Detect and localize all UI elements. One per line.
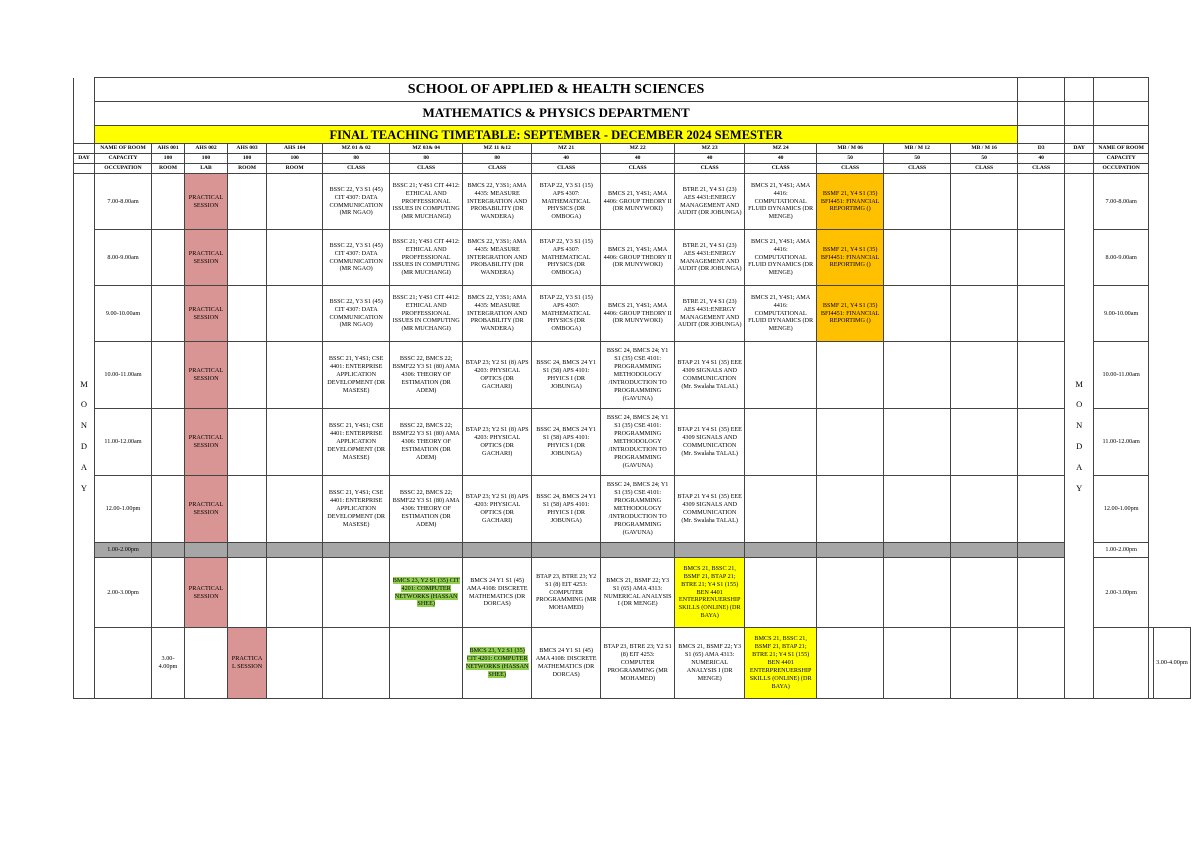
blank-cell bbox=[74, 102, 95, 126]
empty-slot bbox=[951, 174, 1018, 230]
room-occupation: CLASS bbox=[951, 164, 1018, 174]
empty-slot bbox=[228, 409, 267, 476]
room-capacity: 100 bbox=[152, 154, 185, 164]
blank-cell bbox=[1094, 126, 1149, 144]
empty-slot bbox=[745, 409, 817, 476]
room-occupation: ROOM bbox=[228, 164, 267, 174]
empty-slot bbox=[152, 476, 185, 543]
header-occupation: OCCUPATION bbox=[95, 164, 152, 174]
class-entry: BMCS 22, Y3S1; AMA 4435: MEASURE INTERGRATION AND PROBABILITY (DR WANDERA) bbox=[463, 286, 532, 342]
empty-slot bbox=[267, 342, 323, 409]
class-entry: BMCS 22, Y3S1; AMA 4435: MEASURE INTERGRATION AND PROBABILITY (DR WANDERA) bbox=[463, 174, 532, 230]
empty-slot bbox=[1018, 409, 1065, 476]
room-occupation: ROOM bbox=[267, 164, 323, 174]
class-entry: BTAP 22, Y3 S1 (15) APS 4307: MATHEMATICAL PHYSICS (DR OMBOGA) bbox=[532, 230, 601, 286]
empty-slot bbox=[1018, 286, 1065, 342]
break-cell bbox=[228, 543, 267, 558]
time-slot: 7.00-8.00am bbox=[1094, 174, 1149, 230]
break-cell bbox=[1018, 543, 1065, 558]
class-entry: BTAP 23, BTRE 23; Y2 S1 (8) EIT 4253: COMPUTER PROGRAMMING (MR MOHAMED) bbox=[532, 558, 601, 628]
class-entry: BTAP 23, BTRE 23; Y2 S1 (8) EIT 4253: COMPUTER PROGRAMMING (MR MOHAMED) bbox=[601, 628, 675, 699]
class-entry: BSMF 21, Y4 S1 (35) BFI4451: FINANCIAL REPORTIMG () bbox=[817, 174, 884, 230]
time-slot: 3.00-4.00pm bbox=[1154, 628, 1191, 699]
room-name: MB / M 16 bbox=[951, 144, 1018, 154]
empty-slot bbox=[951, 409, 1018, 476]
empty-slot bbox=[1094, 628, 1149, 699]
time-slot: 11.00-12.00am bbox=[95, 409, 152, 476]
day-label-left: M O N D A Y bbox=[74, 174, 95, 699]
class-entry: BSMF 21, Y4 S1 (35) BFI4451: FINANCIAL REPORTIMG () bbox=[817, 230, 884, 286]
room-name: D3 bbox=[1018, 144, 1065, 154]
room-occupation: CLASS bbox=[817, 164, 884, 174]
empty-slot bbox=[951, 628, 1018, 699]
empty-slot bbox=[1018, 628, 1065, 699]
room-occupation: CLASS bbox=[745, 164, 817, 174]
timetable-grid bbox=[73, 77, 1191, 699]
school-title: SCHOOL OF APPLIED & HEALTH SCIENCES bbox=[95, 78, 1018, 102]
header-occupation: OCCUPATION bbox=[1094, 164, 1149, 174]
blank-cell bbox=[1065, 164, 1094, 174]
class-entry: BSSC 24, BMCS 24 Y1 S1 (58) APS 4101: PHYICS I (DR JOBUNGA) bbox=[532, 409, 601, 476]
break-cell bbox=[185, 543, 228, 558]
empty-slot bbox=[1018, 558, 1065, 628]
class-entry: BMCS 21, BSSC 21, BSMF 21, BTAP 21; BTRE 21; Y4 S1 (155) BEN 4401 ENTERPRENUERSHIP SKILLS (ONLINE) (DR BAYA) bbox=[675, 558, 745, 628]
class-entry: BMCS 23, Y2 S1 (35) CIT 4201: COMPUTER NETWORKS (HASSAN SHEE) bbox=[392, 576, 460, 608]
room-capacity: 80 bbox=[463, 154, 532, 164]
empty-slot bbox=[1018, 342, 1065, 409]
room-name: AHS 104 bbox=[267, 144, 323, 154]
empty-slot bbox=[817, 342, 884, 409]
class-entry: BSSC 21, Y4S1; CSE 4401: ENTERPRISE APPLICATION DEVELOPMENT (DR MASESE) bbox=[323, 342, 390, 409]
blank-cell bbox=[74, 78, 95, 102]
class-entry: BTAP 21 Y4 S1 (35) EEE 4309 SIGNALS AND COMMUNICATION (Mr. Swalaha TALAL) bbox=[675, 342, 745, 409]
empty-slot bbox=[745, 558, 817, 628]
practical-session: PRACTICAL SESSION bbox=[185, 558, 228, 628]
empty-slot bbox=[267, 476, 323, 543]
practical-session: PRACTICAL SESSION bbox=[185, 342, 228, 409]
empty-slot bbox=[884, 342, 951, 409]
blank-cell bbox=[74, 144, 95, 154]
room-occupation: LAB bbox=[185, 164, 228, 174]
break-cell bbox=[390, 543, 463, 558]
break-cell bbox=[152, 543, 185, 558]
class-entry: BSSC 22, BMCS 22; BSMF22 Y3 S1 (80) AMA 4306: THEORY OF ESTIMATION (DR ADEM) bbox=[390, 409, 463, 476]
class-entry: BMCS 21, Y4S1; AMA 4406: GROUP THEORY II (DR MUNYWOKI) bbox=[601, 230, 675, 286]
empty-slot bbox=[152, 409, 185, 476]
empty-slot bbox=[1018, 476, 1065, 543]
class-entry: BTAP 23; Y2 S1 (8) APS 4203: PHYSICAL OPTICS (DR GACHARI) bbox=[463, 342, 532, 409]
class-entry: BTRE 21, Y4 S1 (23) AES 4431:ENERGY MANAGEMENT AND AUDIT (DR JOBUNGA) bbox=[675, 286, 745, 342]
break-cell bbox=[745, 543, 817, 558]
empty-slot bbox=[152, 286, 185, 342]
class-entry: BTAP 23; Y2 S1 (8) APS 4203: PHYSICAL OPTICS (DR GACHARI) bbox=[463, 409, 532, 476]
room-occupation: CLASS bbox=[1018, 164, 1065, 174]
class-entry: BMCS 21, Y4S1; AMA 4416: COMPUTATIONAL FLUID DYNAMICS (DR MENGE) bbox=[745, 174, 817, 230]
room-capacity: 40 bbox=[601, 154, 675, 164]
header-name-of-room: NAME OF ROOM bbox=[95, 144, 152, 154]
room-capacity: 50 bbox=[884, 154, 951, 164]
day-label-right: M O N D A Y bbox=[1065, 174, 1094, 699]
room-occupation: CLASS bbox=[390, 164, 463, 174]
empty-slot bbox=[228, 342, 267, 409]
class-entry: BSSC 24, BMCS 24 Y1 S1 (58) APS 4101: PHYICS I (DR JOBUNGA) bbox=[532, 342, 601, 409]
class-entry: BSSC 21, Y4S1; CSE 4401: ENTERPRISE APPLICATION DEVELOPMENT (DR MASESE) bbox=[323, 409, 390, 476]
class-entry: BMCS 21, BSMF 22; Y3 S1 (65) AMA 4313: NUMERICAL ANALYSIS I (DR MENGE) bbox=[675, 628, 745, 699]
empty-slot bbox=[951, 286, 1018, 342]
header-name-of-room: NAME OF ROOM bbox=[1094, 144, 1149, 154]
time-slot: 1.00-2.00pm bbox=[1094, 543, 1149, 558]
header-day: DAY bbox=[1065, 144, 1094, 154]
empty-slot bbox=[323, 558, 390, 628]
class-entry: BSSC 24, BMCS 24; Y1 S1 (35) CSE 4101: PROGRAMMING METHODOLOGY /INTRODUCTION TO PROGRAMMING (GAVUNA) bbox=[601, 409, 675, 476]
time-slot: 9.00-10.00am bbox=[95, 286, 152, 342]
room-capacity: 40 bbox=[532, 154, 601, 164]
blank-cell bbox=[1065, 102, 1094, 126]
header-capacity: CAPACITY bbox=[1094, 154, 1149, 164]
room-occupation: CLASS bbox=[532, 164, 601, 174]
empty-slot bbox=[152, 230, 185, 286]
room-name: MB / M 06 bbox=[817, 144, 884, 154]
empty-slot bbox=[884, 558, 951, 628]
empty-slot bbox=[185, 628, 228, 699]
room-name: MZ 03& 04 bbox=[390, 144, 463, 154]
break-cell bbox=[951, 543, 1018, 558]
practical-session: PRACTICAL SESSION bbox=[185, 476, 228, 543]
room-name: MB / M 12 bbox=[884, 144, 951, 154]
class-entry: BTAP 21 Y4 S1 (35) EEE 4309 SIGNALS AND COMMUNICATION (Mr. Swalaha TALAL) bbox=[675, 476, 745, 543]
time-slot: 10.00-11.00am bbox=[95, 342, 152, 409]
blank-cell bbox=[1094, 78, 1149, 102]
break-cell bbox=[532, 543, 601, 558]
department-title: MATHEMATICS & PHYSICS DEPARTMENT bbox=[95, 102, 1018, 126]
room-occupation: CLASS bbox=[601, 164, 675, 174]
class-entry: BMCS 21, BSSC 21, BSMF 21, BTAP 21; BTRE 21; Y4 S1 (155) BEN 4401 ENTERPRENUERSHIP SKILLS (ONLINE) (DR BAYA) bbox=[745, 628, 817, 699]
room-name: MZ 11 &12 bbox=[463, 144, 532, 154]
class-entry: BSSC 24, BMCS 24 Y1 S1 (58) APS 4101: PHYICS I (DR JOBUNGA) bbox=[532, 476, 601, 543]
empty-slot bbox=[884, 286, 951, 342]
time-slot: 8.00-9.00am bbox=[95, 230, 152, 286]
empty-slot bbox=[884, 628, 951, 699]
room-capacity: 40 bbox=[1018, 154, 1065, 164]
room-name: MZ 01 & 02 bbox=[323, 144, 390, 154]
class-entry: BMCS 21, Y4S1; AMA 4416: COMPUTATIONAL FLUID DYNAMICS (DR MENGE) bbox=[745, 286, 817, 342]
time-slot: 2.00-3.00pm bbox=[1094, 558, 1149, 628]
class-entry: BSSC 21; Y4S1 CIT 4412: ETHICAL AND PROFFESSIONAL ISSUES IN COMPUTING (MR MUCHANGI) bbox=[390, 230, 463, 286]
room-capacity: 80 bbox=[390, 154, 463, 164]
empty-slot bbox=[884, 476, 951, 543]
break-cell bbox=[817, 543, 884, 558]
blank-cell bbox=[74, 126, 95, 144]
class-entry: BSSC 22, BMCS 22; BSMF22 Y3 S1 (80) AMA 4306: THEORY OF ESTIMATION (DR ADEM) bbox=[390, 342, 463, 409]
blank-cell bbox=[1094, 102, 1149, 126]
empty-slot bbox=[323, 628, 390, 699]
class-entry: BSSC 22, Y3 S1 (45) CIT 4307: DATA COMMUNICATION (MR NGAO) bbox=[323, 230, 390, 286]
empty-slot bbox=[951, 476, 1018, 543]
practical-session: PRACTICAL SESSION bbox=[228, 628, 267, 699]
room-name: MZ 21 bbox=[532, 144, 601, 154]
time-slot: 10.00-11.00am bbox=[1094, 342, 1149, 409]
time-slot: 1.00-2.00pm bbox=[95, 543, 152, 558]
class-entry: BMCS 21, Y4S1; AMA 4406: GROUP THEORY II (DR MUNYWOKI) bbox=[601, 174, 675, 230]
empty-slot bbox=[884, 230, 951, 286]
class-entry-cell bbox=[390, 558, 463, 628]
blank-cell bbox=[74, 164, 95, 174]
room-capacity: 50 bbox=[817, 154, 884, 164]
class-entry: BMCS 21, BSMF 22; Y3 S1 (65) AMA 4313: NUMERICAL ANALYSIS I (DR MENGE) bbox=[601, 558, 675, 628]
break-cell bbox=[267, 543, 323, 558]
class-entry: BMCS 21, Y4S1; AMA 4416: COMPUTATIONAL FLUID DYNAMICS (DR MENGE) bbox=[745, 230, 817, 286]
break-cell bbox=[884, 543, 951, 558]
class-entry: BSSC 21; Y4S1 CIT 4412: ETHICAL AND PROFFESSIONAL ISSUES IN COMPUTING (MR MUCHANGI) bbox=[390, 174, 463, 230]
class-entry: BSSC 24, BMCS 24; Y1 S1 (35) CSE 4101: PROGRAMMING METHODOLOGY /INTRODUCTION TO PROGRAMMING (GAVUNA) bbox=[601, 342, 675, 409]
class-entry: BSSC 22, Y3 S1 (45) CIT 4307: DATA COMMUNICATION (MR NGAO) bbox=[323, 174, 390, 230]
time-slot: 11.00-12.00am bbox=[1094, 409, 1149, 476]
room-occupation: CLASS bbox=[323, 164, 390, 174]
class-entry: BSSC 22, Y3 S1 (45) CIT 4307: DATA COMMUNICATION (MR NGAO) bbox=[323, 286, 390, 342]
break-cell bbox=[601, 543, 675, 558]
time-slot: 8.00-9.00am bbox=[1094, 230, 1149, 286]
class-entry: BTAP 22, Y3 S1 (15) APS 4307: MATHEMATICAL PHYSICS (DR OMBOGA) bbox=[532, 174, 601, 230]
empty-slot bbox=[228, 286, 267, 342]
time-slot: 7.00-8.00am bbox=[95, 174, 152, 230]
empty-slot bbox=[228, 476, 267, 543]
empty-slot bbox=[951, 230, 1018, 286]
practical-session: PRACTICAL SESSION bbox=[185, 286, 228, 342]
class-entry-cell bbox=[463, 628, 532, 699]
room-name: MZ 24 bbox=[745, 144, 817, 154]
blank-cell bbox=[1018, 102, 1065, 126]
room-capacity: 100 bbox=[267, 154, 323, 164]
time-slot: 12.00-1.00pm bbox=[1094, 476, 1149, 543]
class-entry: BTRE 21, Y4 S1 (23) AES 4431:ENERGY MANAGEMENT AND AUDIT (DR JOBUNGA) bbox=[675, 230, 745, 286]
class-entry: BSSC 24, BMCS 24; Y1 S1 (35) CSE 4101: PROGRAMMING METHODOLOGY /INTRODUCTION TO PROGRAMMING (GAVUNA) bbox=[601, 476, 675, 543]
empty-slot bbox=[1018, 174, 1065, 230]
timetable-title: FINAL TEACHING TIMETABLE: SEPTEMBER - DECEMBER 2024 SEMESTER bbox=[95, 126, 1018, 144]
practical-session: PRACTICAL SESSION bbox=[185, 230, 228, 286]
blank-cell bbox=[95, 628, 152, 699]
empty-slot bbox=[817, 409, 884, 476]
room-occupation: CLASS bbox=[675, 164, 745, 174]
class-entry: BSSC 22, BMCS 22; BSMF22 Y3 S1 (80) AMA 4306: THEORY OF ESTIMATION (DR ADEM) bbox=[390, 476, 463, 543]
empty-slot bbox=[152, 174, 185, 230]
class-entry: BTRE 21, Y4 S1 (23) AES 4431:ENERGY MANAGEMENT AND AUDIT (DR JOBUNGA) bbox=[675, 174, 745, 230]
empty-slot bbox=[817, 476, 884, 543]
empty-slot bbox=[267, 230, 323, 286]
class-entry: BTAP 22, Y3 S1 (15) APS 4307: MATHEMATICAL PHYSICS (DR OMBOGA) bbox=[532, 286, 601, 342]
class-entry: BSSC 21; Y4S1 CIT 4412: ETHICAL AND PROFFESSIONAL ISSUES IN COMPUTING (MR MUCHANGI) bbox=[390, 286, 463, 342]
empty-slot bbox=[951, 558, 1018, 628]
class-entry: BMCS 24 Y1 S1 (45) AMA 4108: DISCRETE MATHEMATICS (DR DORCAS) bbox=[532, 628, 601, 699]
blank-cell bbox=[1018, 78, 1065, 102]
practical-session: PRACTICAL SESSION bbox=[185, 174, 228, 230]
room-capacity: 40 bbox=[675, 154, 745, 164]
empty-slot bbox=[228, 558, 267, 628]
class-entry: BMCS 22, Y3S1; AMA 4435: MEASURE INTERGRATION AND PROBABILITY (DR WANDERA) bbox=[463, 230, 532, 286]
break-cell bbox=[463, 543, 532, 558]
class-entry: BTAP 23; Y2 S1 (8) APS 4203: PHYSICAL OPTICS (DR GACHARI) bbox=[463, 476, 532, 543]
class-entry: BMCS 24 Y1 S1 (45) AMA 4108: DISCRETE MATHEMATICS (DR DORCAS) bbox=[463, 558, 532, 628]
room-capacity: 40 bbox=[745, 154, 817, 164]
break-cell bbox=[675, 543, 745, 558]
empty-slot bbox=[152, 558, 185, 628]
room-name: AHS 001 bbox=[152, 144, 185, 154]
empty-slot bbox=[951, 342, 1018, 409]
room-occupation: ROOM bbox=[152, 164, 185, 174]
empty-slot bbox=[228, 174, 267, 230]
time-slot: 9.00-10.00am bbox=[1094, 286, 1149, 342]
empty-slot bbox=[267, 628, 323, 699]
empty-slot bbox=[745, 342, 817, 409]
class-entry: BTAP 21 Y4 S1 (35) EEE 4309 SIGNALS AND COMMUNICATION (Mr. Swalaha TALAL) bbox=[675, 409, 745, 476]
room-capacity: 80 bbox=[323, 154, 390, 164]
header-capacity: CAPACITY bbox=[95, 154, 152, 164]
empty-slot bbox=[1018, 230, 1065, 286]
header-day: DAY bbox=[74, 154, 95, 164]
time-slot: 12.00-1.00pm bbox=[95, 476, 152, 543]
time-slot: 2.00-3.00pm bbox=[95, 558, 152, 628]
empty-slot bbox=[390, 628, 463, 699]
empty-slot bbox=[817, 628, 884, 699]
class-entry: BMCS 21, Y4S1; AMA 4406: GROUP THEORY II (DR MUNYWOKI) bbox=[601, 286, 675, 342]
time-slot: 3.00-4.00pm bbox=[152, 628, 185, 699]
room-capacity: 100 bbox=[185, 154, 228, 164]
room-occupation: CLASS bbox=[884, 164, 951, 174]
empty-slot bbox=[152, 342, 185, 409]
empty-slot bbox=[745, 476, 817, 543]
empty-slot bbox=[884, 409, 951, 476]
empty-slot bbox=[267, 409, 323, 476]
blank-cell bbox=[1018, 126, 1065, 144]
room-capacity: 100 bbox=[228, 154, 267, 164]
empty-slot bbox=[267, 558, 323, 628]
practical-session: PRACTICAL SESSION bbox=[185, 409, 228, 476]
empty-slot bbox=[228, 230, 267, 286]
class-entry: BSSC 21, Y4S1; CSE 4401: ENTERPRISE APPLICATION DEVELOPMENT (DR MASESE) bbox=[323, 476, 390, 543]
room-name: AHS 002 bbox=[185, 144, 228, 154]
room-name: AHS 003 bbox=[228, 144, 267, 154]
blank-cell bbox=[1065, 78, 1094, 102]
empty-slot bbox=[267, 286, 323, 342]
empty-slot bbox=[267, 174, 323, 230]
empty-slot bbox=[817, 558, 884, 628]
room-name: MZ 23 bbox=[675, 144, 745, 154]
blank-cell bbox=[1065, 126, 1094, 144]
empty-slot bbox=[884, 174, 951, 230]
room-capacity: 50 bbox=[951, 154, 1018, 164]
break-cell bbox=[323, 543, 390, 558]
blank-cell bbox=[1065, 154, 1094, 164]
class-entry: BMCS 23, Y2 S1 (35) CIT 4201: COMPUTER NETWORKS (HASSAN SHEE) bbox=[465, 647, 529, 678]
room-occupation: CLASS bbox=[463, 164, 532, 174]
room-name: MZ 22 bbox=[601, 144, 675, 154]
class-entry: BSMF 21, Y4 S1 (35) BFI4451: FINANCIAL REPORTIMG () bbox=[817, 286, 884, 342]
